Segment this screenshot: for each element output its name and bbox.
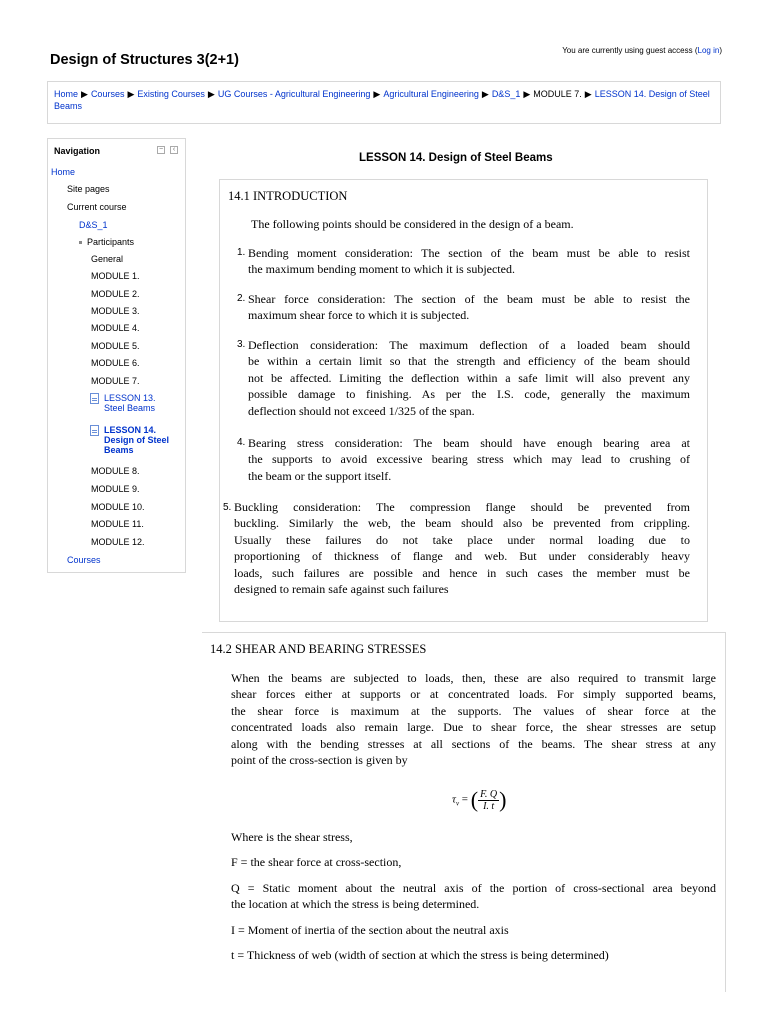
definition-line: Q = Static moment about the neutral axis of the portion of cross-sectional area beyond [231,880,716,895]
point-line: Bearing stress consideration: The beam should have enough bearing area at [248,436,690,450]
breadcrumb-module: MODULE 7. [533,89,582,99]
definition-line: t = Thickness of web (width of section at which the stress is being determined) [231,948,609,963]
page-icon [90,393,99,404]
point-1 [248,245,690,278]
formula-eq: = [461,793,469,806]
formula-sub: v [455,799,460,808]
point-line: Deflection consideration: The maximum deflection of a loaded beam should [248,338,690,352]
shear-line: along with the bending stresses at all sections of the beams. The shear stress at any [231,736,716,751]
point-line: loads, such failures are possible and hence in such cases the member must be [234,565,690,580]
point-line: not be affected. Limiting the deflection within a safe limit will also prevent any [248,370,690,385]
nav-participants[interactable] [79,237,134,247]
point-line: Usually these failures do not take place under normal loading due to [234,532,690,547]
shear-line: When the beams are subjected to loads, then, these are also required to transmit large [231,671,716,685]
point-4 [248,435,690,484]
point-line: deflection should not exceed 1/325 of the span. [248,403,475,418]
nav-course[interactable]: D&S_1 [79,220,108,230]
nav-module-2[interactable]: MODULE 2. [91,289,140,299]
nav-lesson-13-line1: LESSON 13. [104,393,156,403]
breadcrumb-course[interactable]: D&S_1 [491,89,521,99]
site-title: Design of Structures 3(2+1) [50,52,239,68]
login-suffix: ) [719,46,722,55]
nav-module-12[interactable]: MODULE 12. [91,537,145,547]
page-icon [90,425,99,436]
breadcrumb-separator: ▶ [373,89,381,99]
point-2 [248,291,690,324]
formula-lhs: τ [452,793,456,806]
definition-line: the location at which the stress is being determined. [231,897,480,912]
intro-heading: 14.1 INTRODUCTION [228,189,348,203]
formula-fraction [478,789,499,812]
point-line: maximum shear force to which it is subjected. [248,308,470,323]
point-3 [248,337,690,419]
breadcrumb-home[interactable]: Home [54,89,79,99]
nav-module-1[interactable]: MODULE 1. [91,271,140,281]
breadcrumb-ug-courses[interactable]: UG Courses - Agricultural Engineering [217,89,371,99]
nav-module-10[interactable]: MODULE 10. [91,502,145,512]
point-line: Bending moment consideration: The section of the beam must be able to resist [248,246,690,260]
definition-line: I = Moment of inertia of the section about the neutral axis [231,922,509,937]
nav-module-3[interactable]: MODULE 3. [91,306,140,316]
formula-denominator: I. t [483,800,495,812]
nav-module-6[interactable]: MODULE 6. [91,358,140,368]
navigation-title: Navigation [54,146,101,156]
definition-line: F = the shear force at cross-section, [231,855,402,870]
breadcrumb-agricultural-engineering[interactable]: Agricultural Engineering [383,89,479,99]
point-5 [234,499,690,597]
login-prefix: You are currently using guest access ( [562,46,698,55]
point-number: 4. [237,437,246,448]
point-line: the beam or the support itself. [248,468,392,483]
nav-module-7[interactable]: MODULE 7. [91,376,140,386]
nav-lesson-14[interactable] [104,425,169,455]
nav-module-8[interactable]: MODULE 8. [91,466,140,476]
nav-lesson-13-line2: Steel Beams [104,403,156,413]
formula-numerator: F. Q [480,788,498,800]
point-line: Shear force consideration: The section of the beam must be able to resist the [248,292,690,306]
shear-line: the shear force is maximum at the supports. The values of shear force at the [231,703,716,718]
breadcrumb-courses[interactable]: Courses [90,89,125,99]
nav-lesson-13[interactable] [104,393,156,413]
collapse-icon[interactable]: − [158,146,164,153]
nav-lesson-14-line2: Design of Steel [104,435,170,445]
login-info [562,46,722,55]
shear-stress-formula [452,787,506,813]
nav-lesson-14-line3: Beams [104,445,134,455]
dock-icon[interactable]: ‹ [170,146,178,154]
breadcrumb-separator: ▶ [584,89,592,99]
nav-participants-label: Participants [87,237,135,247]
shear-line: shear forces either at supports or at concentrated loads. For simply supported beams, [231,687,716,702]
intro-text: The following points should be considered in the design of a beam. [251,217,574,231]
point-line: buckling. Similarly the web, the beam should also be prevented from crippling. [234,516,690,531]
shear-heading: 14.2 SHEAR AND BEARING STRESSES [210,642,427,656]
nav-module-9[interactable]: MODULE 9. [91,484,140,494]
nav-site-pages[interactable]: Site pages [67,184,110,194]
breadcrumb-separator: ▶ [523,89,531,99]
nav-courses[interactable]: Courses [67,555,101,565]
point-number: 5. [223,502,232,513]
breadcrumb-separator: ▶ [127,89,135,99]
lesson-title: LESSON 14. Design of Steel Beams [359,152,553,164]
bullet-icon [79,241,82,244]
point-line: designed to remain safe against such failures [234,582,449,597]
nav-module-11[interactable]: MODULE 11. [91,519,144,529]
point-line: the maximum bending moment to which it is subjected. [248,262,515,277]
point-line: proportioning of thickness of flange and web. But under considerably heavy [234,549,690,564]
paren-left-icon: ( [470,787,479,812]
definition-line: Where is the shear stress, [231,830,353,844]
breadcrumb-separator: ▶ [207,89,215,99]
point-line: the supports to avoid excessive bearing stress which may lead to crushing of [248,452,690,467]
nav-module-4[interactable]: MODULE 4. [91,323,140,333]
nav-general[interactable]: General [91,254,124,264]
introduction-section [219,179,708,622]
point-line: Buckling consideration: The compression flange should be prevented from [234,500,690,514]
breadcrumb-separator: ▶ [81,89,88,99]
nav-current-course[interactable]: Current course [67,202,127,212]
breadcrumb-separator: ▶ [481,89,489,99]
definitions [231,829,716,963]
nav-home[interactable]: Home [51,167,76,177]
point-line: possible damage to finishing. As per the I.S. code, generally the maximum [248,387,690,402]
shear-line: concentrated loads also remain large. Due to shear force, the shear stresses are setup [231,720,716,735]
breadcrumb-existing-courses[interactable]: Existing Courses [137,89,205,99]
breadcrumb [47,81,721,124]
shear-paragraph [231,670,716,768]
login-link[interactable]: Log in [697,46,720,55]
shear-line: point of the cross-section is given by [231,753,408,768]
point-number: 1. [237,247,246,258]
point-line: be within a certain limit so that the strength and efficiency of the beam should [248,354,690,369]
paren-right-icon: ) [499,787,507,812]
breadcrumb-lesson[interactable]: LESSON 14. Design of Steel Beams [54,89,710,111]
point-number: 3. [237,339,246,350]
navigation-block [47,138,186,573]
point-number: 2. [237,293,246,304]
nav-module-5[interactable]: MODULE 5. [91,341,140,351]
nav-lesson-14-line1: LESSON 14. [104,425,157,435]
